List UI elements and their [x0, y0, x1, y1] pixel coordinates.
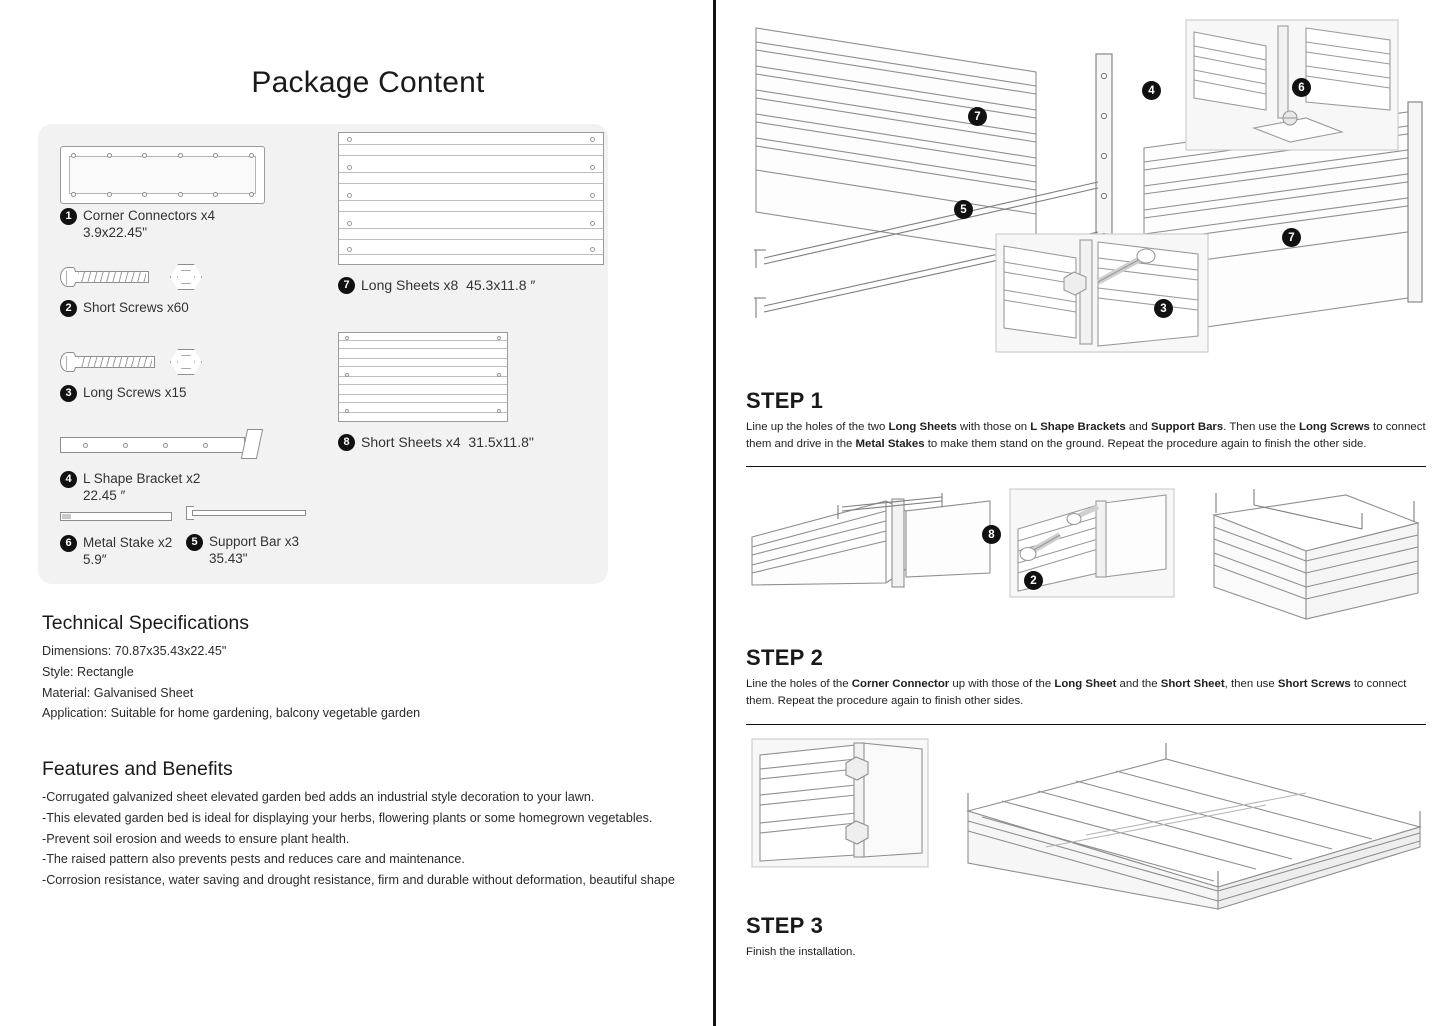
feature-1: -Corrugated galvanized sheet elevated garden bed adds an industrial style decoration to your lawn.	[42, 790, 595, 805]
part-size-5: 35.43"	[209, 550, 248, 566]
part-label-4: L Shape Bracket x2	[83, 471, 201, 486]
step1-heading: STEP 1	[746, 388, 824, 413]
step1-text: Line up the holes of the two Long Sheets with those on L Shape Brackets and Support Bars. Then use the Long Screws to connect them and drive in the Metal Stakes to make them stand on the ground. Repeat the procedure again to finish the other side.	[746, 421, 1426, 450]
part-size-6: 5.9″	[83, 551, 107, 567]
part-metal-stake	[60, 512, 172, 569]
badge-5: 5	[186, 534, 203, 551]
badge-8: 8	[338, 434, 355, 451]
spec-style: Style: Rectangle	[42, 664, 134, 679]
corrugated-long-sheet-icon	[338, 132, 604, 265]
part-size-1: 3.9x22.45"	[83, 224, 148, 240]
feature-4: -The raised pattern also prevents pests and reduces care and maintenance.	[42, 852, 465, 867]
spec-material: Material: Galvanised Sheet	[42, 685, 194, 700]
part-l-bracket	[60, 429, 260, 505]
callout-2: 2	[1024, 571, 1043, 590]
right-page	[716, 0, 1442, 1026]
part-label-5: Support Bar x3	[209, 534, 300, 549]
features-list	[42, 787, 698, 891]
step2-text: Line the holes of the Corner Connector up with those of the Long Sheet and the Short Sheet, then use Short Screws to connect them. Repeat the procedure again to finish other sides.	[746, 678, 1407, 707]
spec-application: Application: Suitable for home gardening, balcony vegetable garden	[42, 706, 421, 721]
screw-nut-icon	[60, 264, 202, 290]
badge-2: 2	[60, 300, 77, 317]
screw-nut-icon	[60, 349, 202, 375]
l-bracket-icon	[60, 429, 260, 459]
part-size-8: 31.5x11.8"	[468, 434, 534, 450]
plate-icon	[60, 146, 265, 204]
divider-2	[746, 724, 1426, 725]
step2-diagram	[746, 477, 1426, 645]
support-bar-icon	[186, 506, 306, 520]
page-title: Package Content	[251, 66, 485, 99]
callout-3: 3	[1154, 299, 1173, 318]
badge-7: 7	[338, 277, 355, 294]
part-long-screws	[60, 349, 202, 402]
part-label-2: Short Screws x60	[83, 300, 189, 315]
part-long-sheets	[338, 132, 604, 295]
badge-3: 3	[60, 385, 77, 402]
package-content-panel	[38, 124, 608, 584]
step3-text: Finish the installation.	[746, 945, 856, 958]
callout-5: 5	[954, 200, 973, 219]
feature-3: -Prevent soil erosion and weeds to ensure plant health.	[42, 831, 350, 846]
step3-diagram	[746, 735, 1426, 913]
step3-figure	[746, 735, 1426, 913]
spec-dimensions: Dimensions: 70.87x35.43x22.45"	[42, 644, 227, 658]
features-heading: Features and Benefits	[42, 758, 233, 781]
feature-2: -This elevated garden bed is ideal for displaying your herbs, flowering plants or some homegrown vegetables.	[42, 810, 653, 825]
step3-heading: STEP 3	[746, 912, 824, 938]
feature-5: -Corrosion resistance, water saving and drought resistance, firm and durable without deformation, beautiful shape	[42, 873, 675, 888]
part-corner-connectors	[60, 146, 265, 242]
step2-heading: STEP 2	[746, 645, 824, 671]
step1-diagram	[746, 6, 1426, 388]
part-label-3: Long Screws x15	[83, 385, 187, 400]
left-page	[0, 0, 716, 1026]
part-support-bar	[186, 506, 306, 568]
callout-7b: 7	[1282, 228, 1301, 247]
callout-6: 6	[1292, 78, 1311, 97]
part-short-screws	[60, 264, 202, 317]
part-label-7: Long Sheets x8	[361, 277, 459, 293]
part-label-1: Corner Connectors x4	[83, 208, 216, 223]
technical-specifications-heading: Technical Specifications	[42, 612, 250, 634]
badge-4: 4	[60, 471, 77, 488]
part-label-6: Metal Stake x2	[83, 535, 173, 550]
part-short-sheets	[338, 332, 534, 452]
step1-figure	[746, 6, 1426, 388]
callout-8: 8	[982, 525, 1001, 544]
callout-4: 4	[1142, 81, 1161, 100]
badge-6: 6	[60, 535, 77, 552]
corrugated-short-sheet-icon	[338, 332, 508, 422]
step2-figure	[746, 477, 1426, 645]
part-label-8: Short Sheets x4	[361, 434, 461, 450]
badge-1: 1	[60, 208, 77, 225]
callout-7: 7	[968, 107, 987, 126]
part-size-4: 22.45 ″	[83, 487, 126, 503]
part-size-7: 45.3x11.8 ″	[466, 277, 536, 293]
stake-icon	[60, 512, 172, 521]
divider-1	[746, 466, 1426, 467]
technical-specifications-list	[42, 641, 698, 724]
